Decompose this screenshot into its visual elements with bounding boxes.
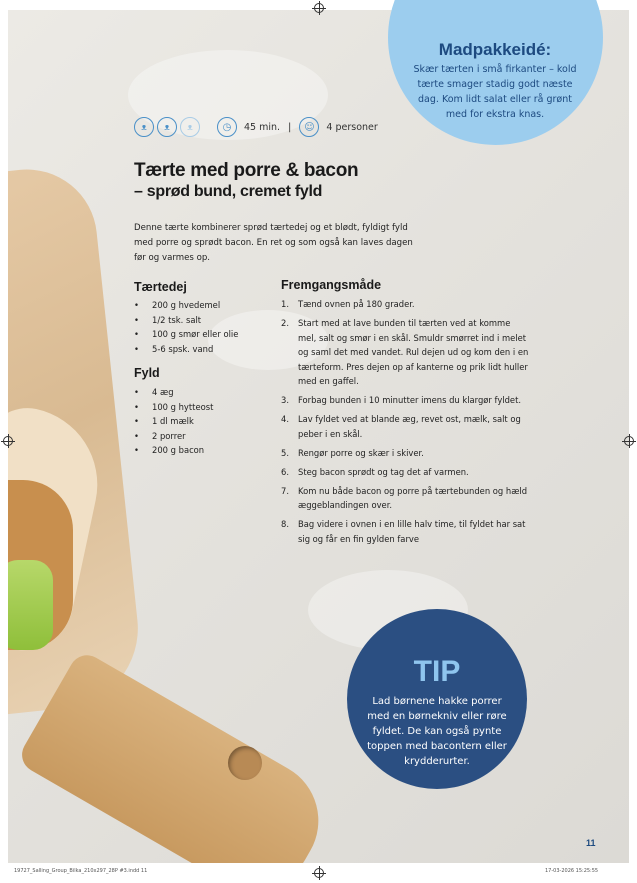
method-step: 8. Bag videre i ovnen i en lille halv time, til fyldet har sat sig og får en fin gylden farve (281, 519, 526, 544)
registration-mark-icon (624, 436, 634, 446)
leek-filling-image (8, 560, 53, 650)
tip-text: Lad børnene hakke porrer med en børnekniv eller røre fyldet. De kan også pynte toppen med bacontern eller krydderurter. (367, 696, 507, 767)
method-step: 2. Start med at lave bunden til tærten ved at komme mel, salt og smør i en skål. Smuldr smørret ind i melet og saml det med vandet. Rul dejen ud og kom den i en tærteform. Pres dejen op af kanterne og prik lidt huller med en gaffel. (281, 318, 529, 386)
tip-title: TIP (413, 655, 461, 688)
cook-time: 45 min. (244, 121, 281, 133)
method-step: 4. Lav fyldet ved at blande æg, revet ost, mælk, salt og peber i en skål. (281, 414, 521, 439)
method-step: 5. Rengør porre og skær i skiver. (281, 447, 424, 458)
pig-icon: ᴥ (180, 117, 200, 137)
ingredient-item: • 4 æg (134, 385, 213, 400)
registration-mark-icon (3, 436, 13, 446)
method-step: 1. Tænd ovnen på 180 grader. (281, 299, 415, 309)
meta-separator: | (288, 121, 292, 133)
pig-icon: ᴥ (157, 117, 177, 137)
filling-list (134, 385, 213, 458)
info-text: Skær tærten i små firkanter – kold tærte smager stadig godt næste dag. Kom lidt salat eller rå grønt med for ekstra knas. (413, 64, 577, 120)
method-heading: Fremgangsmåde (281, 278, 382, 292)
method-step: 6. Steg bacon sprødt og tag det af varmen. (281, 466, 469, 477)
dough-heading: Tærtedej (134, 280, 187, 294)
page-number: 11 (586, 838, 596, 848)
info-title: Madpakkeidé: (438, 40, 552, 59)
pig-icon: ᴥ (134, 117, 154, 137)
recipe-title: Tærte med porre & bacon (134, 160, 359, 181)
servings: 4 personer (326, 121, 378, 133)
ingredient-item: • 1 dl mælk (134, 414, 213, 429)
registration-mark-icon (314, 868, 324, 878)
print-slug-right: 17-03-2026 15:25:55 (545, 868, 599, 874)
method-step: 3. Forbag bunden i 10 minutter imens du klargør fyldet. (281, 395, 522, 405)
registration-mark-icon (314, 3, 324, 13)
method-step: 7. Kom nu både bacon og porre på tærtebunden og hæld æggeblandingen over. (281, 485, 528, 510)
clock-icon: ◷ (217, 117, 237, 137)
ingredient-item: • 200 g bacon (134, 443, 213, 458)
ingredient-item: • 2 porrer (134, 429, 213, 444)
ingredient-item: • 100 g hytteost (134, 400, 213, 415)
ingredient-item: • 100 g smør eller olie (134, 327, 238, 342)
method-steps (281, 297, 531, 551)
ingredient-item: • 1/2 tsk. salt (134, 313, 238, 328)
filling-heading: Fyld (134, 366, 160, 380)
print-slug-left: 19727_Salling_Group_Bilka_210x297_28P #3.indd 11 (14, 868, 148, 874)
ingredient-item: • 5-6 spsk. vand (134, 342, 238, 357)
recipe-intro: Denne tærte kombinerer sprød tærtedej og et blødt, fyldigt fyld med porre og sprødt bacon. En ret og som også kan laves dagen før og varmes op. (134, 223, 413, 263)
recipe-meta (134, 115, 386, 139)
person-icon: ☺ (299, 117, 319, 137)
dough-list (134, 298, 238, 356)
recipe-subtitle: – sprød bund, cremet fyld (134, 183, 323, 200)
board-hole-image (228, 746, 262, 780)
cutting-board-image (16, 649, 341, 863)
ingredient-item: • 200 g hvedemel (134, 298, 238, 313)
